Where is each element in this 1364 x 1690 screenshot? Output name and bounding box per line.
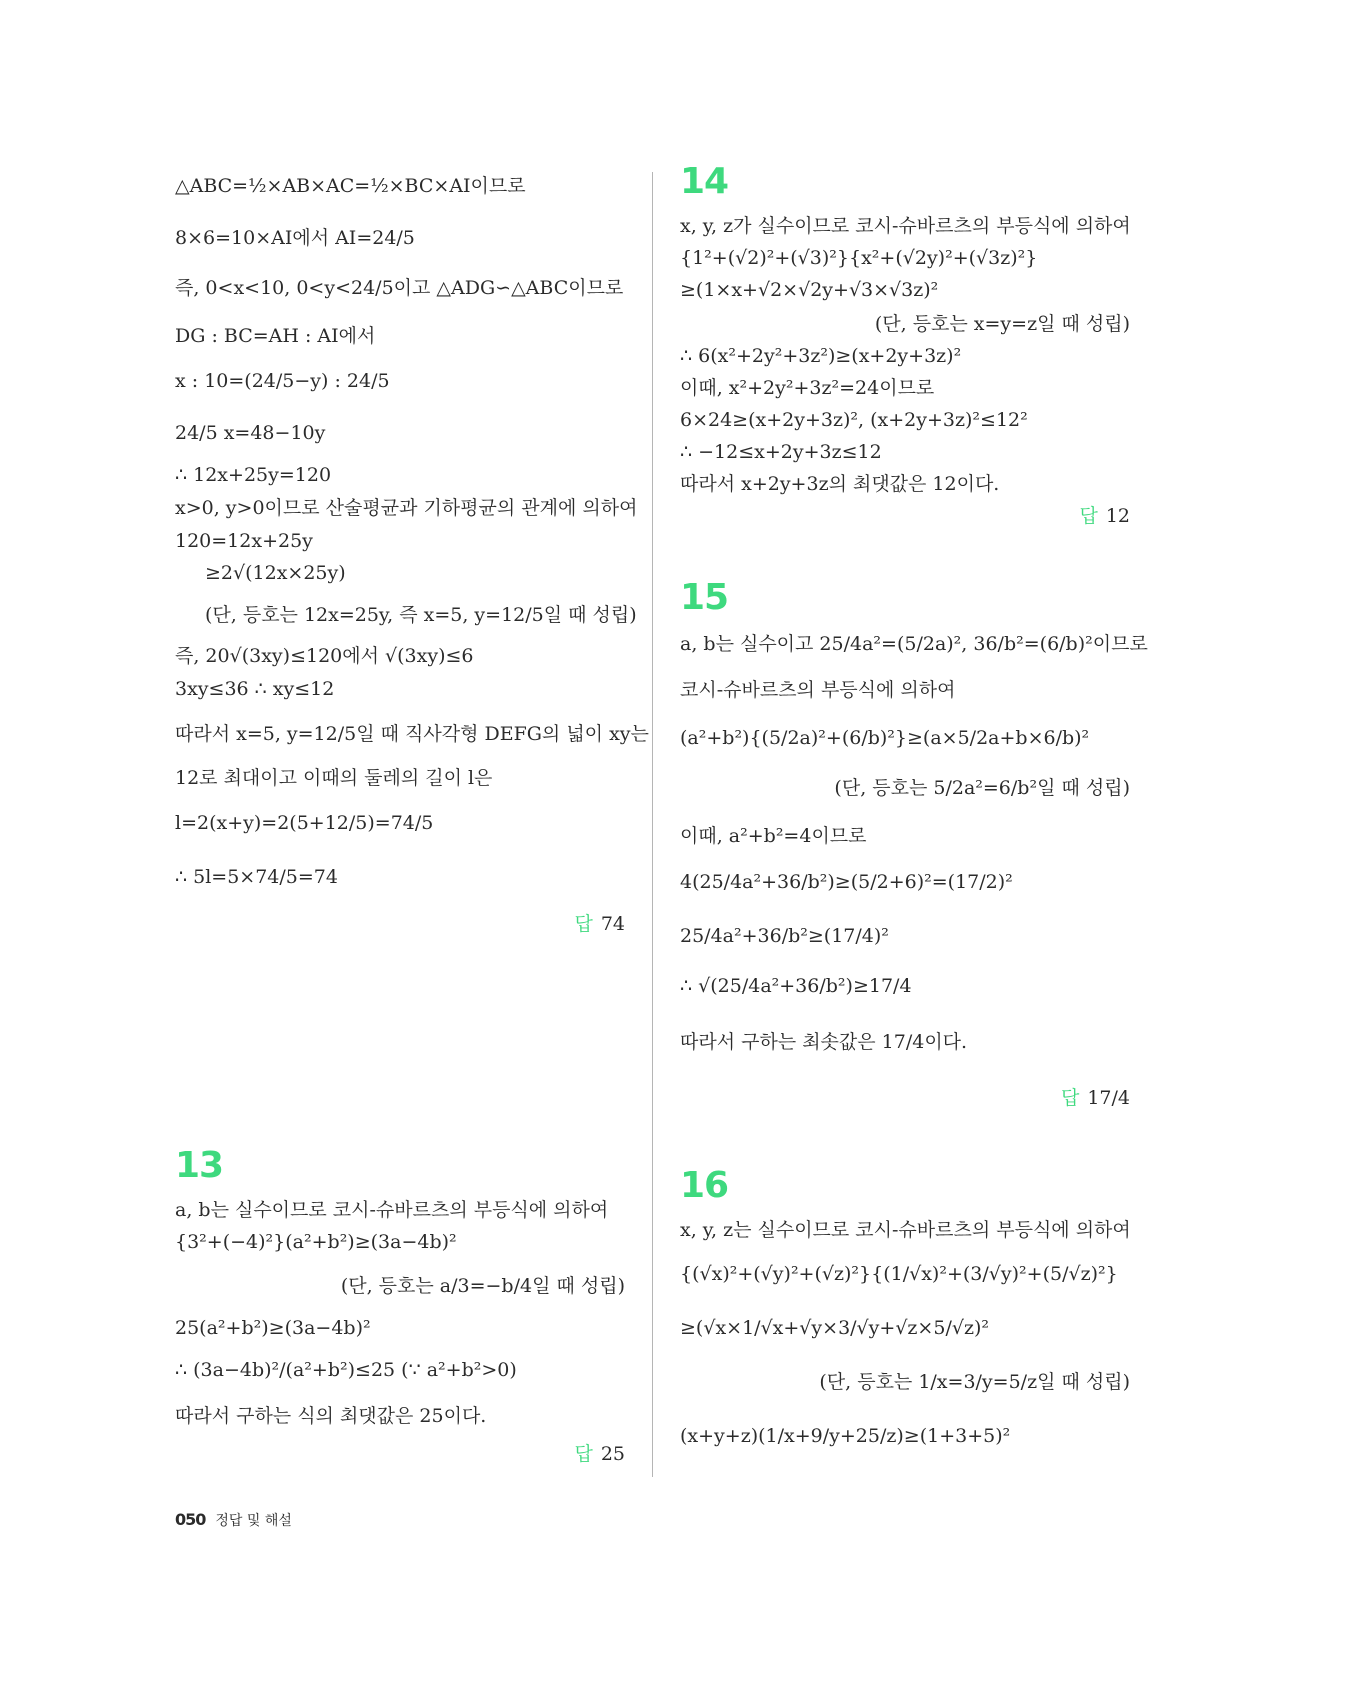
answer-12 [1079, 504, 1130, 528]
left-line-8: x>0, y>0이므로 산술평균과 기하평균의 관계에 의하여 [175, 497, 638, 519]
q15-line-9: 따라서 구하는 최솟값은 17/4이다. [680, 1031, 968, 1053]
q15-line-6: 4(25/4a²+36/b²)≥(5/2+6)²=(17/2)² [680, 871, 1013, 893]
answer-label: 답 [574, 1443, 593, 1465]
q13-line-2: {3²+(−4)²}(a²+b²)≥(3a−4b)² [175, 1231, 457, 1253]
answer-value: 74 [600, 913, 625, 935]
left-line-12: 즉, 20√(3xy)≤120에서 √(3xy)≤6 [175, 645, 474, 667]
q15-line-1: a, b는 실수이고 25/4a²=(5/2a)², 36/b²=(6/b)²이므로 [680, 633, 1148, 655]
left-line-17: ∴ 5l=5×74/5=74 [175, 866, 338, 888]
column-divider [652, 172, 653, 1477]
answer-value: 12 [1105, 505, 1130, 527]
left-line-1: △ABC=½×AB×AC=½×BC×AI이므로 [175, 175, 526, 197]
q15-line-5: 이때, a²+b²=4이므로 [680, 825, 867, 847]
left-line-3: 즉, 0<x<10, 0<y<24/5이고 △ADG∽△ABC이므로 [175, 277, 624, 299]
q15-line-7: 25/4a²+36/b²≥(17/4)² [680, 925, 889, 947]
q14-line-9: 따라서 x+2y+3z의 최댓값은 12이다. [680, 473, 1000, 495]
q14-line-3: ≥(1×x+√2×√2y+√3×√3z)² [680, 279, 939, 301]
q13-line-3: (단, 등호는 a/3=−b/4일 때 성립) [340, 1275, 625, 1297]
q14-line-1: x, y, z가 실수이므로 코시-슈바르츠의 부등식에 의하여 [680, 215, 1131, 237]
left-line-9: 120=12x+25y [175, 530, 313, 552]
q16-line-1: x, y, z는 실수이므로 코시-슈바르츠의 부등식에 의하여 [680, 1219, 1131, 1241]
left-line-4: DG : BC=AH : AI에서 [175, 325, 376, 347]
answer-17-4 [1061, 1086, 1130, 1110]
q16-line-4: (단, 등호는 1/x=3/y=5/z일 때 성립) [819, 1371, 1130, 1393]
answer-label: 답 [1079, 505, 1098, 527]
left-line-7: ∴ 12x+25y=120 [175, 464, 332, 486]
page-footer [175, 1510, 292, 1530]
answer-25 [574, 1442, 625, 1466]
q14-line-4: (단, 등호는 x=y=z일 때 성립) [874, 313, 1130, 335]
q16-line-2: {(√x)²+(√y)²+(√z)²}{(1/√x)²+(3/√y)²+(5/√z)²} [680, 1263, 1118, 1285]
q14-line-8: ∴ −12≤x+2y+3z≤12 [680, 441, 882, 463]
answer-value: 17/4 [1087, 1087, 1130, 1109]
left-line-15: 12로 최대이고 이때의 둘레의 길이 l은 [175, 767, 493, 789]
q15-line-8: ∴ √(25/4a²+36/b²)≥17/4 [680, 975, 912, 997]
left-line-11: (단, 등호는 12x=25y, 즉 x=5, y=12/5일 때 성립) [205, 604, 637, 626]
q13-line-1: a, b는 실수이므로 코시-슈바르츠의 부등식에 의하여 [175, 1199, 609, 1221]
q13-line-6: 따라서 구하는 식의 최댓값은 25이다. [175, 1405, 487, 1427]
page-number: 050 [175, 1510, 206, 1529]
question-number-15: 15 [680, 577, 729, 618]
left-line-14: 따라서 x=5, y=12/5일 때 직사각형 DEFG의 넓이 xy는 [175, 723, 649, 745]
left-line-10: ≥2√(12x×25y) [205, 562, 346, 584]
q13-line-5: ∴ (3a−4b)²/(a²+b²)≤25 (∵ a²+b²>0) [175, 1359, 517, 1381]
q13-line-4: 25(a²+b²)≥(3a−4b)² [175, 1317, 371, 1339]
question-number-14: 14 [680, 161, 729, 202]
q14-line-7: 6×24≥(x+2y+3z)², (x+2y+3z)²≤12² [680, 409, 1028, 431]
q14-line-5: ∴ 6(x²+2y²+3z²)≥(x+2y+3z)² [680, 345, 962, 367]
q14-line-6: 이때, x²+2y²+3z²=24이므로 [680, 377, 935, 399]
question-number-16: 16 [680, 1165, 729, 1206]
section-title: 정답 및 해설 [215, 1513, 292, 1529]
left-line-5: x : 10=(24/5−y) : 24/5 [175, 370, 390, 392]
q16-line-3: ≥(√x×1/√x+√y×3/√y+√z×5/√z)² [680, 1317, 989, 1339]
q15-line-3: (a²+b²){(5/2a)²+(6/b)²}≥(a×5/2a+b×6/b)² [680, 727, 1090, 749]
answer-74 [574, 912, 625, 936]
left-line-13: 3xy≤36 ∴ xy≤12 [175, 678, 335, 700]
q15-line-4: (단, 등호는 5/2a²=6/b²일 때 성립) [834, 777, 1130, 799]
question-number-13: 13 [175, 1145, 224, 1186]
q16-line-5: (x+y+z)(1/x+9/y+25/z)≥(1+3+5)² [680, 1425, 1011, 1447]
left-line-6: 24/5 x=48−10y [175, 422, 326, 444]
answer-label: 답 [574, 913, 593, 935]
q14-line-2: {1²+(√2)²+(√3)²}{x²+(√2y)²+(√3z)²} [680, 247, 1038, 269]
q15-line-2: 코시-슈바르츠의 부등식에 의하여 [680, 679, 956, 701]
left-line-16: l=2(x+y)=2(5+12/5)=74/5 [175, 812, 434, 834]
left-line-2: 8×6=10×AI에서 AI=24/5 [175, 227, 415, 249]
answer-label: 답 [1060, 1087, 1080, 1109]
answer-value: 25 [600, 1443, 625, 1465]
